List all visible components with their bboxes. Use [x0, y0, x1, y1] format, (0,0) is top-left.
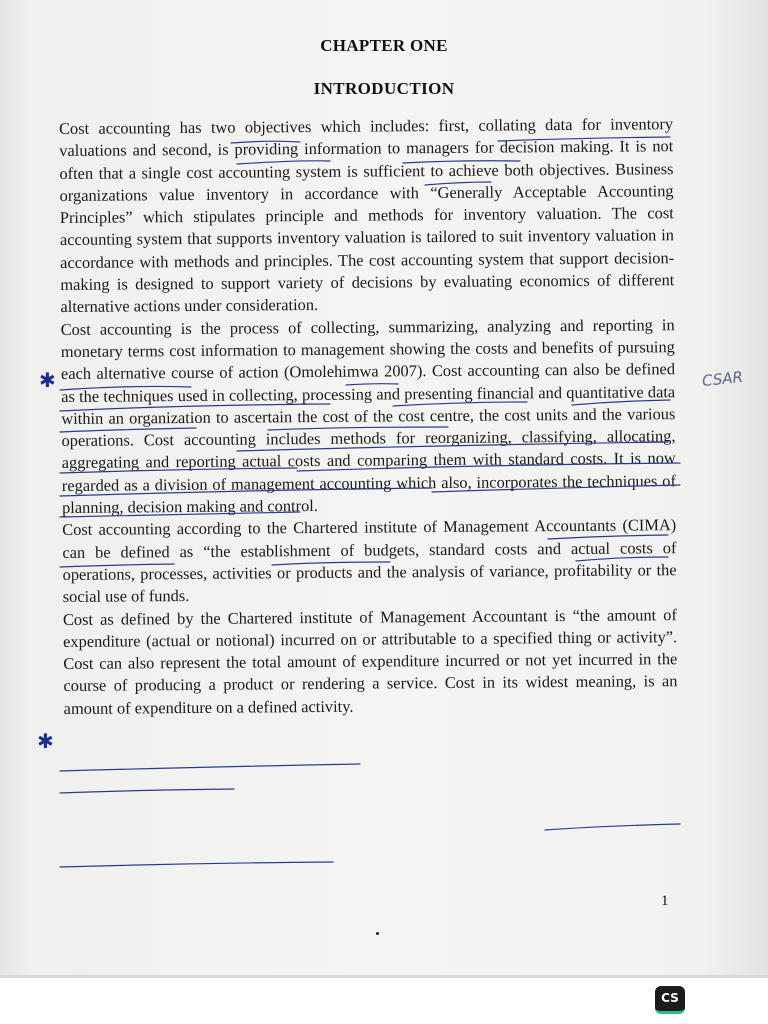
underline-defined	[237, 442, 668, 451]
underline-showing	[572, 400, 670, 405]
underline-financial	[297, 463, 680, 471]
paragraph-2: Cost accounting is the process of collecting, summarizing, analyzing and reporting in monetary terms cost information to management showing the costs and benefits of pursuing each alternative course of action (Omolehimwa 2007). Cost accounting can also be defined as the techniques used in collecting, processing and presenting financial and quantitative data within an organization to ascertain the cost of the cost centre, the cost units and the various operations. Cost accounting includes methods for reorganizing, classifying, allocating, aggregating and reporting actual costs and comparing them with standard costs. It is now regarded as a division of management accounting which also, incorporates the techniques of planning, decision making and control.	[60, 314, 676, 518]
underline-cost-accounting	[60, 386, 191, 390]
underline-single	[425, 182, 491, 185]
chapter-title: CHAPTER ONE	[320, 36, 448, 55]
paragraph-3: Cost accounting according to the Chartered institute of Management Accountants (CIMA) can be defined as “the establishment of budgets, standard costs and actual costs of operations, processes, activities or products and the analysis of variance, profitability or the social use of funds.	[62, 515, 677, 607]
underline-amount	[545, 824, 680, 830]
margin-note: CSAR	[701, 367, 744, 391]
underline-reporting	[60, 404, 330, 411]
camscanner-logo: CS	[655, 986, 685, 1014]
underline-comparing	[60, 564, 174, 567]
page-number: 1	[661, 893, 669, 909]
paragraph-4: Cost as defined by the Chartered institute of Management Accountant is “the amount of expenditure (actual or notional) incurred on or attributable to a specified thing or activity”. Cost can also represent the total amount of expenditure incurred or not yet incurred in the course of producing a product or rendering a service. Cost in its widest meaning, is an amount of expenditure on a defined activity.	[62, 604, 678, 718]
underline-cost-units	[432, 485, 680, 492]
underline-collecting	[346, 384, 398, 385]
paragraph-1: Cost accounting has two objectives which includes: first, collating data for inventory valuations and second, is providing information to managers for decision making. It is not often that a single cost accounting system is sufficient to achieve both objectives. Business organizations value inventory in accordance with “Generally Acceptable Accounting Principles” which stipulates principle and methods for inventory valuation. The cost accounting system that supports inventory valuation is tailored to suit inventory valuation in accordance with methods and principles. The cost accounting system that support decision-making is designed to support variety of decisions by evaluating economics of different alternative actions under consideration.	[59, 114, 675, 317]
underline-standard	[272, 562, 390, 565]
underline-management	[393, 402, 527, 406]
underline-providing	[403, 161, 520, 163]
underline-collating	[498, 137, 670, 141]
page-edge	[0, 975, 768, 978]
underline-expenditure	[60, 764, 360, 771]
underline-operations	[60, 512, 300, 517]
ink-dot	[376, 932, 379, 935]
underline-defined-activity	[60, 862, 333, 867]
underline-actual-costs	[548, 535, 668, 539]
star-mark-icon: ✱	[39, 368, 56, 392]
underline-collecting-2	[60, 468, 297, 473]
star-mark-icon-2: ✱	[37, 729, 54, 753]
underline-costs-benefits	[60, 428, 196, 432]
section-heading: INTRODUCTION	[313, 79, 455, 98]
underline-objectives	[231, 141, 300, 143]
underline-specified	[60, 789, 234, 793]
underline-inventory	[237, 161, 330, 164]
underline-organization	[60, 488, 432, 496]
underline-division	[576, 557, 668, 561]
underline-pursuing	[268, 427, 448, 430]
